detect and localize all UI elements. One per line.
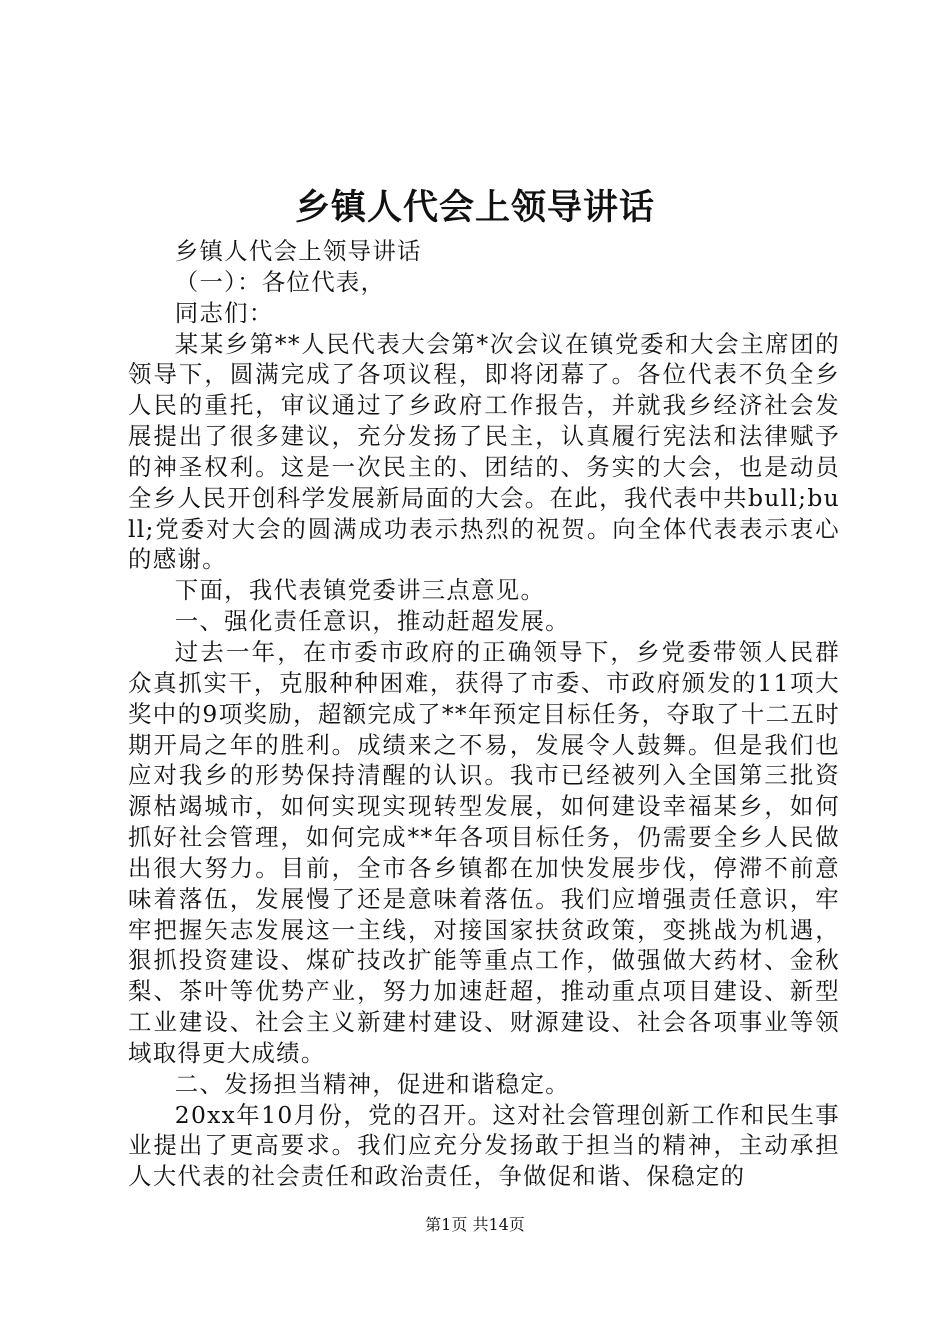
paragraph-subtitle: 乡镇人代会上领导讲话: [174, 237, 422, 265]
section-heading-2: 二、发扬担当精神，促进和谐稳定。: [174, 1069, 570, 1098]
paragraph-salutation-1: （一）：各位代表，: [174, 267, 386, 296]
page-footer: 第1页 共14页: [425, 1215, 525, 1234]
document-title: 乡镇人代会上领导讲话: [294, 187, 655, 228]
paragraph-salutation-2: 同志们：: [174, 298, 274, 327]
section-heading-1: 一、强化责任意识，推动赶超发展。: [174, 607, 570, 636]
document-body: [128, 236, 840, 1192]
paragraph-section-1: 过去一年，在市委市政府的正确领导下，乡党委带领人民群众真抓实干，克服种种困难，获得了市委、市政府颁发的11项大奖中的9项奖励，超额完成了**年预定目标任务，夺取了十二五时期开局之年的胜利。成绩来之不易，发展令人鼓舞。但是我们也应对我乡的形势保持清醒的认识。我市已经被列入全国第三批资源枯竭城市，如何实现实现转型发展，如何建设幸福某乡，如何抓好社会管理，如何完成**年各项目标任务，仍需要全乡人民做出很大努力。目前，全市各乡镇都在加快发展步伐，停滞不前意味着落伍，发展慢了还是意味着落伍。我们应增强责任意识，牢牢把握矢志发展这一主线，对接国家扶贫政策，变挑战为机遇，狠抓投资建设、煤矿技改扩能等重点工作，做强做大药材、金秋梨、茶叶等优势产业，努力加速赶超，推动重点项目建设、新型工业建设、社会主义新建村建设、财源建设、社会各项事业等领域取得更大成绩。: [128, 637, 840, 1067]
paragraph-opening: 某某乡第**人民代表大会第*次会议在镇党委和大会主席团的领导下，圆满完成了各项议程，即将闭幕了。各位代表不负全乡人民的重托，审议通过了乡政府工作报告，并就我乡经济社会发展提出了很多建议，充分发扬了民主，认真履行宪法和法律赋予的神圣权利。这是一次民主的、团结的、务实的大会，也是动员全乡人民开创科学发展新局面的大会。在此，我代表中共bull;bull;党委对大会的圆满成功表示热烈的祝贺。向全体代表表示衷心的感谢。: [128, 329, 840, 574]
paragraph-section-2: 20xx年10月份，党的召开。这对社会管理创新工作和民生事业提出了更高要求。我们应充分发扬敢于担当的精神，主动承担人大代表的社会责任和政治责任，争做促和谐、保稳定的: [128, 1100, 840, 1191]
paragraph-transition: 下面，我代表镇党委讲三点意见。: [174, 576, 546, 605]
